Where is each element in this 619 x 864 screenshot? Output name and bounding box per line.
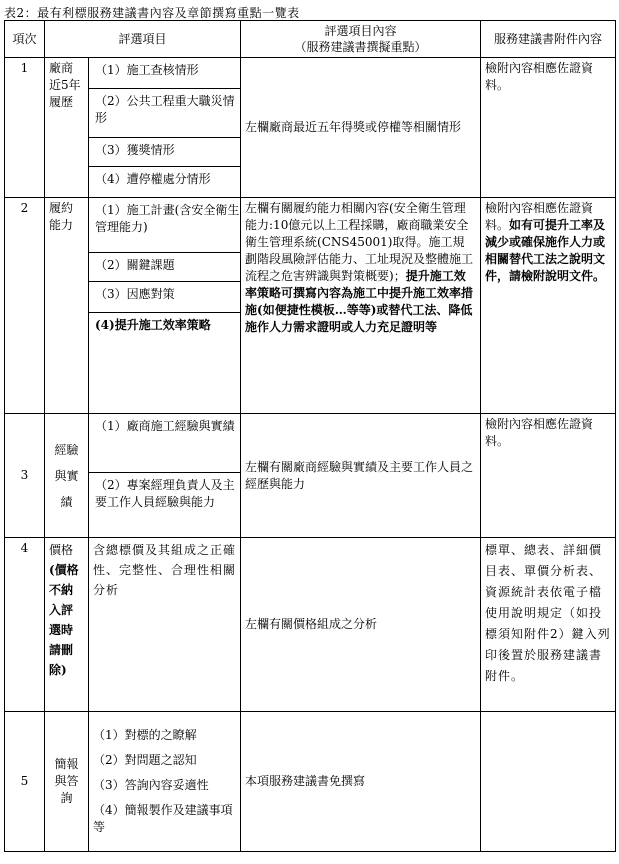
criterion-item: （1）施工計畫(含安全衛生管理能力): [89, 198, 240, 253]
header-content-line2: （服務建議書撰擬重點）: [294, 40, 427, 54]
row-attach: 檢附內容相應佐證資料。: [481, 58, 616, 198]
header-content: [241, 21, 481, 58]
row-no: 4: [5, 538, 45, 712]
content-text: 左欄有關履約能力相關內容(安全衛生管理能力:10億元以上工程採購，廠商職業安全衛生管理系統(CNS45001)取得。施工規劃階段風險評估能力、工址現況及整體施工流程之危害辨識與對策概要)；: [245, 201, 474, 283]
attach-emphasis: 如有可提升工率及減少或確保施作人力或相關替代工法之說明文件，請檢附說明文件。: [485, 218, 606, 283]
row-attach: 檢附內容相應佐證資料。: [481, 414, 616, 538]
table-caption: 表2：最有利標服務建議書內容及章節撰寫重點一覽表: [4, 6, 300, 20]
row-category: 簡報與答詢: [45, 712, 89, 852]
criterion-item: （3）獲獎情形: [89, 138, 240, 167]
criterion-item: （1）施工查核情形: [89, 58, 240, 89]
criterion-item: （2）專案經理負責人及主要工作人員經驗與能力: [95, 478, 235, 509]
row-no: 5: [5, 712, 45, 852]
content-emphasis: 提升施工效率策略可撰寫內容為施工中提升施工效率措施(如便捷性模板…等等)或替代工法、降低施作人力需求證明或人力充足證明等: [245, 269, 474, 334]
row-criteria: [89, 414, 241, 538]
category-text: 價格: [49, 543, 74, 557]
criterion-item: （3）因應對策: [89, 282, 240, 313]
row-content: 左欄廠商最近五年得獎或停權等相關情形: [241, 58, 481, 198]
row-attach: [481, 712, 616, 852]
category-note: (價格不納入評選時請刪除): [49, 563, 79, 677]
row-category: 履約能力: [45, 198, 89, 414]
row-criteria: [89, 712, 241, 852]
criterion-item: (4)提升施工效率策略: [95, 318, 211, 332]
row-criteria: 含總標價及其組成之正確性、完整性、合理性相關分析: [89, 538, 241, 712]
criterion-item: （4）遭停權處分情形: [95, 172, 211, 186]
criterion-item: （1）對標的之瞭解: [93, 728, 197, 742]
table-header-row: [5, 21, 616, 58]
row-category: [45, 538, 89, 712]
table-row: [5, 58, 616, 198]
evaluation-table: [4, 20, 616, 852]
table-row: [5, 414, 616, 538]
criterion-item: （3）答詢內容妥適性: [93, 778, 209, 792]
row-content: 左欄有關廠商經驗與實績及主要工作人員之經歷與能力: [241, 414, 481, 538]
row-category: 經驗與實績: [45, 414, 89, 538]
header-attach: 服務建議書附件內容: [481, 21, 616, 58]
row-no: 3: [5, 414, 45, 538]
criterion-item: （2）對問題之認知: [93, 753, 197, 767]
row-no: 1: [5, 58, 45, 198]
header-content-line1: 評選項目內容: [324, 24, 397, 38]
header-no: 項次: [5, 21, 45, 58]
attach-text: 檢附內容相應佐證資料。: [485, 201, 594, 232]
criterion-item: （2）公共工程重大職災情形: [89, 89, 240, 138]
row-category: 廠商近5年履歷: [45, 58, 89, 198]
row-criteria: [89, 198, 241, 414]
criterion-item: （1）廠商施工經驗與實績: [89, 414, 240, 473]
row-attach: [481, 198, 616, 414]
row-content: 左欄有關價格組成之分析: [241, 538, 481, 712]
table-row: [5, 198, 616, 414]
criterion-item: （4）簡報製作及建議事項等: [93, 803, 233, 834]
criterion-item: （2）關鍵課題: [89, 253, 240, 282]
table-row: [5, 712, 616, 852]
header-items: 評選項目: [45, 21, 241, 58]
row-no: 2: [5, 198, 45, 414]
row-attach: 標單、總表、詳細價目表、單價分析表、資源統計表依電子檔使用說明規定（如投標須知附件2）鍵入列印後置於服務建議書附件。: [481, 538, 616, 712]
table-row: [5, 538, 616, 712]
row-criteria: [89, 58, 241, 198]
row-content: 本項服務建議書免撰寫: [241, 712, 481, 852]
row-content: [241, 198, 481, 414]
